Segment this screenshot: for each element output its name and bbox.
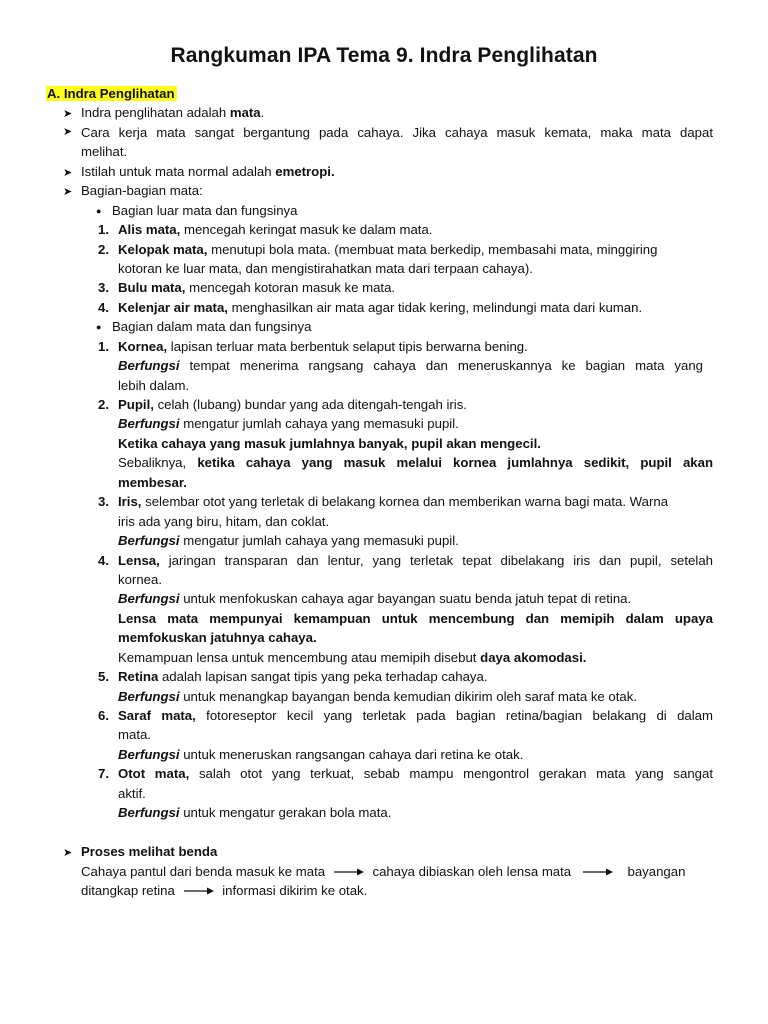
list-item bbox=[46, 842, 713, 861]
arrowhead-bullet-icon: ➤ bbox=[63, 186, 73, 199]
item-number: 2. bbox=[98, 397, 109, 412]
text: Bagian luar mata dan fungsinya bbox=[112, 202, 298, 218]
list-item bbox=[46, 123, 713, 162]
bold-text: Saraf mata, bbox=[118, 708, 196, 723]
text: Indra penglihatan adalah bbox=[81, 105, 230, 121]
paragraph-line bbox=[118, 706, 713, 725]
right-arrow-icon bbox=[582, 867, 614, 877]
text: mengatur jumlah cahaya yang memasuki pupil. bbox=[179, 416, 459, 432]
item-number: 3. bbox=[98, 494, 109, 510]
arrowhead-bullet-icon: ➤ bbox=[63, 166, 73, 179]
bold-text: Kelenjar air mata, bbox=[118, 299, 228, 315]
text: Istilah untuk mata normal adalah bbox=[81, 163, 276, 179]
text: mencegah keringat masuk ke dalam mata. bbox=[180, 222, 433, 238]
bold-text: Pupil, bbox=[118, 397, 154, 412]
item-number: 1. bbox=[98, 222, 109, 238]
text: kotoran ke luar mata, dan mengistirahatkan mata dari terpaan cahaya). bbox=[118, 260, 533, 276]
paragraph-line: Cara kerja mata sangat bergantung pada cahaya. Jika cahaya masuk kemata, maka mata dapat bbox=[81, 124, 713, 140]
numbered-item bbox=[46, 240, 713, 279]
bold-text: Alis mata, bbox=[118, 222, 181, 238]
dot-bullet-icon: ● bbox=[96, 322, 102, 333]
text: salah otot yang terkuat, sebab mampu mengontrol gerakan mata yang sangat bbox=[189, 766, 713, 782]
process-flow-line bbox=[46, 881, 713, 900]
text: tempat menerima rangsang cahaya dan meneruskannya ke bagian mata yang bbox=[179, 358, 703, 374]
list-item bbox=[46, 162, 713, 181]
dot-bullet-icon: ● bbox=[96, 205, 102, 216]
page-title: Rangkuman IPA Tema 9. Indra Penglihatan bbox=[170, 44, 598, 67]
paragraph-line bbox=[118, 356, 703, 375]
text: kornea. bbox=[118, 571, 162, 587]
item-number: 2. bbox=[98, 241, 109, 257]
list-item bbox=[46, 181, 713, 200]
bold-text: Lensa, bbox=[118, 552, 160, 568]
bold-text: Proses melihat benda bbox=[81, 844, 218, 860]
paragraph-line bbox=[118, 551, 713, 570]
bold-text: ketika cahaya yang masuk melalui kornea jumlahnya sedikit, pupil akan bbox=[197, 455, 714, 471]
bold-text: Kelopak mata, bbox=[118, 241, 208, 257]
section-heading: A. Indra Penglihatan bbox=[47, 86, 175, 101]
arrowhead-bullet-icon: ➤ bbox=[63, 125, 73, 138]
text: mata. bbox=[118, 727, 151, 743]
text: selembar otot yang terletak di belakang kornea dan memberikan warna bagi mata. Warna bbox=[141, 494, 669, 510]
text: aktif. bbox=[118, 785, 146, 801]
sub-list-heading bbox=[46, 201, 713, 220]
bold-text: Lensa mata mempunyai kemampuan untuk mencembung dan memipih dalam upaya bbox=[118, 610, 713, 626]
text: lebih dalam. bbox=[118, 377, 190, 393]
bold-text: Kornea, bbox=[118, 338, 168, 354]
berfungsi-label: Berfungsi bbox=[118, 591, 180, 607]
paragraph-line: melihat. bbox=[81, 144, 128, 160]
item-number: 5. bbox=[98, 669, 109, 685]
right-arrow-icon bbox=[183, 886, 215, 896]
document-body bbox=[46, 84, 713, 900]
text: untuk meneruskan rangsangan cahaya dari retina ke otak. bbox=[179, 746, 524, 762]
bold-text: mata bbox=[229, 105, 261, 121]
text: untuk mengatur gerakan bola mata. bbox=[179, 805, 392, 821]
text: Bagian-bagian mata: bbox=[81, 183, 203, 199]
text: . bbox=[260, 105, 265, 121]
numbered-item bbox=[46, 492, 713, 550]
bold-text: Bulu mata, bbox=[118, 280, 186, 296]
text: fotoreseptor kecil yang terletak pada bagian retina/bagian belakang di dalam bbox=[195, 708, 713, 723]
item-number: 7. bbox=[98, 766, 109, 782]
text: jaringan transparan dan lentur, yang terletak tepat dibelakang iris dan pupil, setelah bbox=[159, 552, 713, 568]
text: Bagian dalam mata dan fungsinya bbox=[112, 319, 312, 335]
bold-text: Otot mata, bbox=[118, 766, 190, 782]
text: lapisan terluar mata berbentuk selaput tipis berwarna bening. bbox=[167, 338, 528, 354]
berfungsi-label: Berfungsi bbox=[118, 358, 180, 374]
process-flow-line bbox=[46, 862, 713, 881]
numbered-item bbox=[46, 706, 713, 764]
text: ditangkap retina bbox=[81, 882, 175, 898]
text: informasi dikirim ke otak. bbox=[222, 882, 368, 898]
text: untuk menfokuskan cahaya agar bayangan suatu benda jatuh tepat di retina. bbox=[179, 591, 632, 607]
item-number: 1. bbox=[98, 338, 109, 354]
berfungsi-label: Berfungsi bbox=[118, 533, 180, 549]
section-heading-row bbox=[46, 84, 713, 103]
text: Cahaya pantul dari benda masuk ke mata bbox=[81, 863, 326, 879]
berfungsi-label: Berfungsi bbox=[118, 805, 180, 821]
numbered-item bbox=[46, 220, 713, 239]
text: menutupi bola mata. (membuat mata berkedip, membasahi mata, minggiring bbox=[207, 241, 658, 257]
bold-text: Ketika cahaya yang masuk jumlahnya banyak, pupil akan mengecil. bbox=[118, 435, 541, 451]
numbered-item bbox=[46, 395, 713, 492]
numbered-item bbox=[46, 764, 713, 822]
berfungsi-label: Berfungsi bbox=[118, 746, 180, 762]
numbered-item bbox=[46, 667, 713, 706]
arrowhead-bullet-icon: ➤ bbox=[63, 847, 73, 860]
numbered-item bbox=[46, 551, 713, 668]
text: Kemampuan lensa untuk mencembung atau memipih disebut bbox=[118, 649, 481, 665]
right-arrow-icon bbox=[333, 867, 365, 877]
numbered-item bbox=[46, 278, 713, 297]
item-number: 3. bbox=[98, 280, 109, 296]
text: bayangan bbox=[627, 863, 686, 879]
text: celah (lubang) bundar yang ada ditengah-tengah iris. bbox=[153, 397, 467, 412]
text: Sebaliknya, bbox=[118, 455, 198, 471]
text: mencegah kotoran masuk ke mata. bbox=[185, 280, 396, 296]
bold-text: Iris, bbox=[118, 494, 142, 510]
bold-text: emetropi. bbox=[275, 163, 335, 179]
item-number: 4. bbox=[98, 552, 109, 568]
text: mengatur jumlah cahaya yang memasuki pupil. bbox=[179, 533, 459, 549]
spacer bbox=[46, 823, 713, 842]
text: untuk menangkap bayangan benda kemudian dikirim oleh saraf mata ke otak. bbox=[179, 688, 637, 704]
arrowhead-bullet-icon: ➤ bbox=[63, 108, 73, 121]
list-item bbox=[46, 103, 713, 122]
item-number: 6. bbox=[98, 708, 109, 723]
bold-text: daya akomodasi. bbox=[480, 649, 587, 665]
text: cahaya dibiaskan oleh lensa mata bbox=[372, 863, 572, 879]
item-number: 4. bbox=[98, 299, 109, 315]
text: adalah lapisan sangat tipis yang peka terhadap cahaya. bbox=[158, 669, 488, 685]
berfungsi-label: Berfungsi bbox=[118, 688, 180, 704]
bold-text: Retina bbox=[118, 669, 159, 685]
paragraph-line bbox=[118, 764, 713, 783]
text: iris ada yang biru, hitam, dan coklat. bbox=[118, 513, 330, 529]
text: menghasilkan air mata agar tidak kering, melindungi mata dari kuman. bbox=[227, 299, 643, 315]
paragraph-line bbox=[118, 453, 713, 472]
sub-list-heading bbox=[46, 317, 713, 336]
bold-text: membesar. bbox=[118, 474, 187, 490]
berfungsi-label: Berfungsi bbox=[118, 416, 180, 432]
numbered-item bbox=[46, 337, 713, 395]
bold-text: memfokuskan jatuhnya cahaya. bbox=[118, 630, 317, 646]
numbered-item bbox=[46, 298, 713, 317]
